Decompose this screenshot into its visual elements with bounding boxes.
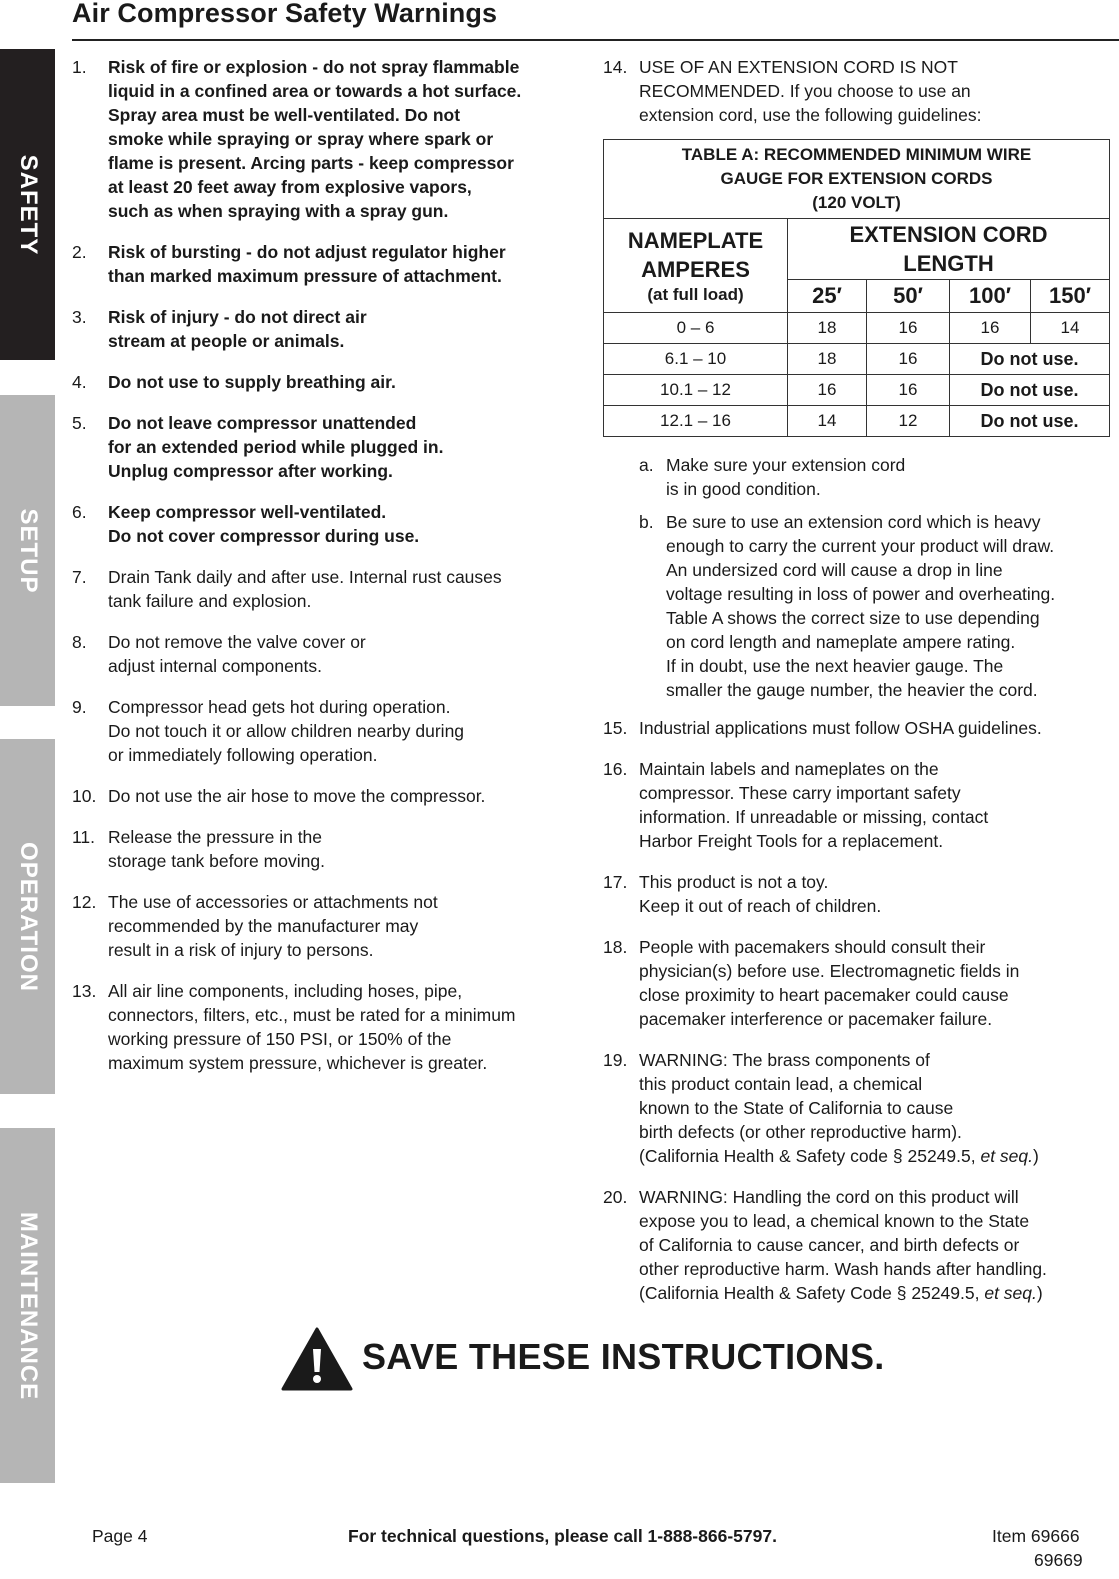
nameplate-header-cell [604, 219, 788, 313]
item-text: Compressor head gets hot during operation. Do not touch it or allow children nearby during or immediately following operation. [108, 697, 465, 765]
warning-triangle-icon [281, 1327, 353, 1391]
gauge-cell: 18 [788, 313, 867, 344]
item-number: 5. [72, 413, 87, 433]
item-text: Risk of fire or explosion - do not spray flammable liquid in a confined area or towards a hot surface. Spray area must be well-ventilated. Do not smoke while spraying or spray where spark or flame is present. Arcing parts - keep compressor at least 20 feet away from explosive vapors, such as when spraying with a spray gun. [108, 57, 522, 221]
list-item [603, 1048, 1113, 1168]
list-item [603, 1185, 1113, 1305]
item-number: 3. [72, 307, 87, 327]
page-number: Page 4 [92, 1526, 148, 1546]
item-number: 11. [72, 827, 96, 847]
length-header: EXTENSION CORD LENGTH [788, 219, 1110, 280]
amps-cell: 6.1 – 10 [604, 344, 788, 375]
list-item [603, 935, 1113, 1031]
list-item [603, 870, 1113, 918]
item-number: 2. [72, 242, 87, 262]
gauge-cell: 16 [788, 375, 867, 406]
length-100: 100′ [950, 280, 1031, 313]
list-item [72, 55, 587, 223]
item-text [639, 1185, 1113, 1305]
length-50: 50′ [867, 280, 950, 313]
gauge-cell: 14 [788, 406, 867, 437]
gauge-cell: 16 [867, 344, 950, 375]
sub-letter: b. [639, 512, 654, 532]
item-text: Keep compressor well-ventilated. Do not cover compressor during use. [108, 502, 420, 546]
sub-item [639, 510, 1113, 702]
table-caption: TABLE A: RECOMMENDED MINIMUM WIRE GAUGE FOR EXTENSION CORDS (120 VOLT) [604, 140, 1110, 219]
item-number: 12. [72, 892, 97, 912]
nameplate-header: NAMEPLATE AMPERES [627, 227, 764, 282]
item-italic: et seq. [984, 1283, 1037, 1303]
tab-safety-label: SAFETY [14, 154, 42, 255]
amps-cell: 12.1 – 16 [604, 406, 788, 437]
do-not-use-cell: Do not use. [950, 344, 1110, 375]
tab-operation-label: OPERATION [14, 841, 42, 992]
sub-item [639, 453, 1113, 501]
item-text: People with pacemakers should consult their physician(s) before use. Electromagnetic fields in close proximity to heart pacemaker could cause pacemaker interference or pacemaker failure. [639, 937, 1020, 1029]
length-150: 150′ [1031, 280, 1110, 313]
gauge-cell: 16 [867, 375, 950, 406]
item-number: 9. [72, 697, 87, 717]
item-text: Do not remove the valve cover or adjust internal components. [108, 632, 366, 676]
table-row [604, 406, 1110, 437]
item-text: This product is not a toy. Keep it out of reach of children. [639, 872, 882, 916]
right-column [603, 453, 1113, 1322]
amps-cell: 0 – 6 [604, 313, 788, 344]
nameplate-subheader: (at full load) [647, 284, 744, 304]
item-number: 4. [72, 372, 87, 392]
list-item [72, 305, 587, 353]
sub-letter: a. [639, 455, 654, 475]
item-text [639, 1048, 1113, 1168]
list-item [603, 716, 1113, 740]
list-item [72, 890, 587, 962]
list-item [603, 55, 1113, 127]
item-number: 7. [72, 567, 87, 587]
gauge-cell: 16 [867, 313, 950, 344]
gauge-cell: 14 [1031, 313, 1110, 344]
title-divider [72, 39, 1119, 41]
list-item [72, 411, 587, 483]
item-text: USE OF AN EXTENSION CORD IS NOT RECOMMENDED. If you choose to use an extension cord, use the following guidelines: [639, 57, 982, 125]
item-text: Do not leave compressor unattended for an extended period while plugged in. Unplug compressor after working. [108, 413, 444, 481]
sub-text: Make sure your extension cord is in good condition. [666, 455, 906, 499]
item-tail: ) [1033, 1146, 1039, 1166]
item-number: 19. [603, 1050, 628, 1070]
tab-maintenance[interactable] [0, 1128, 55, 1483]
tab-safety[interactable] [0, 49, 55, 360]
item-number: 1. [72, 57, 87, 77]
item-tail: ) [1036, 1283, 1043, 1303]
item-text: Release the pressure in the storage tank before moving. [108, 827, 325, 871]
item-14-block [603, 55, 1113, 144]
sub-list [603, 453, 1113, 702]
tab-setup-label: SETUP [14, 507, 42, 594]
item-body: WARNING: Handling the cord on this product will expose you to lead, a chemical known to the State of California to cause cancer, and birth defects or other reproductive harm. Wash hands after handling. (California Health & Safety Code § 25249.5, [639, 1187, 1047, 1303]
item-text: Risk of injury - do not direct air stream at people or animals. [108, 307, 367, 351]
item-number: 15. [603, 718, 628, 738]
item-text: Do not use to supply breathing air. [108, 372, 396, 392]
tab-maintenance-label: MAINTENANCE [14, 1211, 42, 1400]
item-text: All air line components, including hoses, pipe, connectors, filters, etc., must be rated for a minimum working pressure of 150 PSI, or 150% of the maximum system pressure, whichever is greater. [108, 981, 516, 1073]
amps-cell: 10.1 – 12 [604, 375, 788, 406]
list-item [72, 979, 587, 1075]
extension-cord-table [603, 139, 1110, 437]
list-item [72, 784, 587, 808]
item-number-alt: 69669 [1034, 1550, 1083, 1570]
gauge-cell: 16 [950, 313, 1031, 344]
tab-setup[interactable] [0, 395, 55, 706]
item-italic: et seq. [980, 1146, 1034, 1166]
item-number: 10. [72, 786, 97, 806]
item-number-label: Item 69666 [992, 1526, 1080, 1546]
item-number: 20. [603, 1187, 628, 1207]
tab-operation[interactable] [0, 739, 55, 1094]
item-number: 18. [603, 937, 628, 957]
item-number: 13. [72, 981, 97, 1001]
item-text: Do not use the air hose to move the compressor. [108, 786, 486, 806]
sub-text: Be sure to use an extension cord which is heavy enough to carry the current your product will draw. An undersized cord will cause a drop in line voltage resulting in loss of power and overheating. Table A shows the correct size to use depending on cord length and nameplate ampere rating. If in doubt, use the next heavier gauge. The smaller the gauge number, the heavier the cord. [666, 512, 1056, 700]
list-item [72, 370, 587, 394]
table-row [604, 375, 1110, 406]
support-contact: For technical questions, please call 1-888-866-5797. [348, 1526, 777, 1546]
gauge-cell: 12 [867, 406, 950, 437]
item-number: 14. [603, 57, 628, 77]
gauge-cell: 18 [788, 344, 867, 375]
list-item [72, 630, 587, 678]
save-instructions-heading: SAVE THESE INSTRUCTIONS. [362, 1336, 885, 1377]
item-number: 17. [603, 872, 628, 892]
list-item [72, 695, 587, 767]
table-row [604, 344, 1110, 375]
item-number: 6. [72, 502, 87, 522]
length-25: 25′ [788, 280, 867, 313]
list-item [72, 825, 587, 873]
list-item [72, 240, 587, 288]
do-not-use-cell: Do not use. [950, 375, 1110, 406]
list-item [72, 500, 587, 548]
table-row [604, 313, 1110, 344]
item-number: 8. [72, 632, 87, 652]
item-text: Maintain labels and nameplates on the compressor. These carry important safety information. If unreadable or missing, contact Harbor Freight Tools for a replacement. [639, 759, 989, 851]
do-not-use-cell: Do not use. [950, 406, 1110, 437]
list-item [72, 565, 587, 613]
item-text: Drain Tank daily and after use. Internal rust causes tank failure and explosion. [108, 567, 502, 611]
item-number: 16. [603, 759, 628, 779]
list-item [603, 757, 1113, 853]
item-text: Risk of bursting - do not adjust regulator higher than marked maximum pressure of attachment. [108, 242, 506, 286]
item-text: Industrial applications must follow OSHA guidelines. [639, 718, 1042, 738]
page-title: Air Compressor Safety Warnings [72, 0, 498, 28]
item-text: The use of accessories or attachments not recommended by the manufacturer may result in a risk of injury to persons. [108, 892, 438, 960]
item-body: WARNING: The brass components of this product contain lead, a chemical known to the State of California to cause birth defects (or other reproductive harm). (California Health & Safety code § 25249.5, [639, 1050, 976, 1166]
left-column [72, 55, 587, 1092]
